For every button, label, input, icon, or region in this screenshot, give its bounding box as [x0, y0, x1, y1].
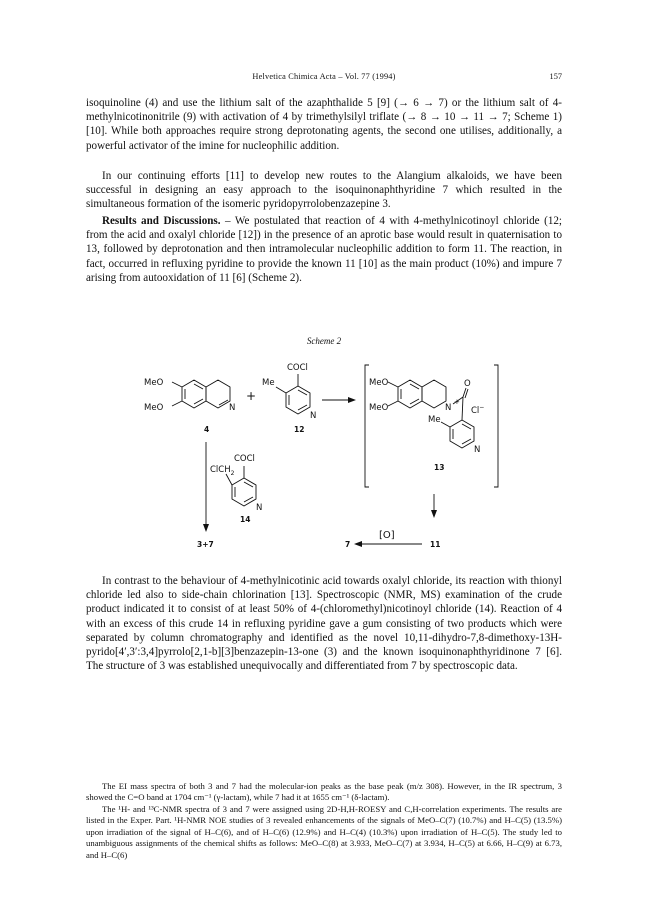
compound-13-structure [369, 378, 484, 472]
paragraph-1: isoquinoline (4) and use the lithium salt of the azaphthalide 5 [9] (→ 6 → 7) or the lithium salt of 4-methylnicotinonitrile (9) with activation of 4 by trimethylsilyl triflate (→ 8 → 10 → 11 → 7; Scheme 1) [10]. While both approaches require strong deprotonating agents, the second one utilises, additionally, a powerful activator of the imine for nucleophilic addition. [86, 97, 562, 152]
paragraph-2: In our continuing efforts [11] to develop new routes to the Alangium alkaloids, we have been successful in designing an easy approach to the isoquinonaphthyridine 7 which resulted in the simultaneous formation of the isomeric pyridopyrrolobenzazepine 3. [86, 170, 562, 211]
n-label-14: N [256, 503, 263, 513]
compound-12-structure [262, 363, 316, 434]
label-12: 12 [294, 425, 305, 434]
o-label-13: O [464, 379, 471, 389]
meo-label-4a: MeO [144, 378, 164, 388]
clch-text: ClCH [210, 465, 231, 475]
meo-label-13b: MeO [369, 403, 389, 413]
label-3-plus-7: 3+7 [197, 540, 214, 549]
cocl-label-12: COCl [287, 363, 308, 373]
label-7: 7 [345, 540, 351, 549]
footnote-1: The EI mass spectra of both 3 and 7 had the molecular-ion peaks as the base peak (m/z 308). However, in the IR spectrum, 3 showed the C=O band at 1704 cm⁻¹ (γ-lactam), while 7 had it at 1655 cm⁻¹ (δ-lactam). [86, 781, 562, 803]
me-label-13: Me [428, 415, 441, 425]
cl-minus-13 [471, 404, 484, 416]
compound-14-structure [210, 454, 262, 524]
label-13: 13 [434, 463, 445, 472]
paragraph-4: In contrast to the behaviour of 4-methylnicotinic acid towards oxalyl chloride, its reaction with thionyl chloride led also to side-chain chlorination [13]. Spectroscopic (NMR, MS) examination of the crude product indicated it to consist of at least 50% of 4-(chloromethyl)nicotinoyl chloride (14). Reaction of 4 with an excess of this crude 14 in refluxing pyridine gave a gum consisting of two products which were separated by column chromatography and identified as the novel 10,11-dihydro-7,8-dimethoxy-13H-pyrido[4′,3′:3,4]pyrrolo[2,1-b][3]benzazepin-13-one (3) and the known isoquinonaphthyridinone 7 [6]. The structure of 3 was established unequivocally and differentiated from 7 by spectroscopic data. [86, 575, 562, 673]
page-number: 157 [549, 72, 562, 81]
me-label-12: Me [262, 378, 275, 388]
compound-4-structure [144, 378, 235, 434]
n-plus-13: + [454, 398, 460, 406]
clch2-label-14 [210, 465, 235, 477]
minus-superscript: − [479, 404, 485, 411]
n-label-13b: N [474, 445, 481, 455]
n-label-13: N [445, 403, 452, 413]
running-head-title: Helvetica Chimica Acta – Vol. 77 (1994) [252, 72, 396, 81]
label-4: 4 [204, 425, 210, 434]
paragraph-3-text: – We postulated that reaction of 4 with 4-methylnicotinoyl chloride (12; from the acid and oxalyl chloride [12]) in the presence of an aprotic base would result in quaternisation to 13, followed by deprotonation and then intramolecular nucleophilic addition to form 11. The reaction, in fact, occurred in refluxing pyridine to provide the known 11 [10] as the main product (10%) and impure 7 arising from autooxidation of 11 [6] (Scheme 2). [86, 215, 562, 284]
plus-sign: + [246, 389, 257, 403]
cocl-label-14: COCl [234, 454, 255, 464]
cl-label: Cl [471, 406, 480, 416]
clch-subscript: 2 [230, 470, 235, 477]
label-14: 14 [240, 515, 251, 524]
footnote-2: The ¹H- and ¹³C-NMR spectra of 3 and 7 were assigned using 2D-H,H-ROESY and C,H-correlation experiments. The results are listed in the Exper. Part. ¹H-NMR NOE studies of 3 revealed enhancements of the signals of MeO–C(7) (10.7%) and H–C(5) (13.5%) upon irradiation of the signal of H–C(6), and of H–C(6) (12.9%) and H–C(4) (10.3%) upon irradiation of H–C(5). The study led to unambiguous assignments of the chemical shifts as follows: MeO–C(8) at 3.933, MeO–C(7) at 3.934, H–C(5) at 6.66, H–C(9) at 6.73, and H–C(6) [86, 804, 562, 860]
label-11: 11 [430, 540, 441, 549]
n-label-4: N [229, 403, 236, 413]
meo-label-13a: MeO [369, 378, 389, 388]
scheme-title: Scheme 2 [306, 336, 342, 346]
meo-label-4b: MeO [144, 403, 164, 413]
oxidation-label: [O] [379, 530, 395, 541]
section-heading: Results and Discussions. [102, 215, 221, 227]
n-label-12: N [310, 411, 317, 421]
